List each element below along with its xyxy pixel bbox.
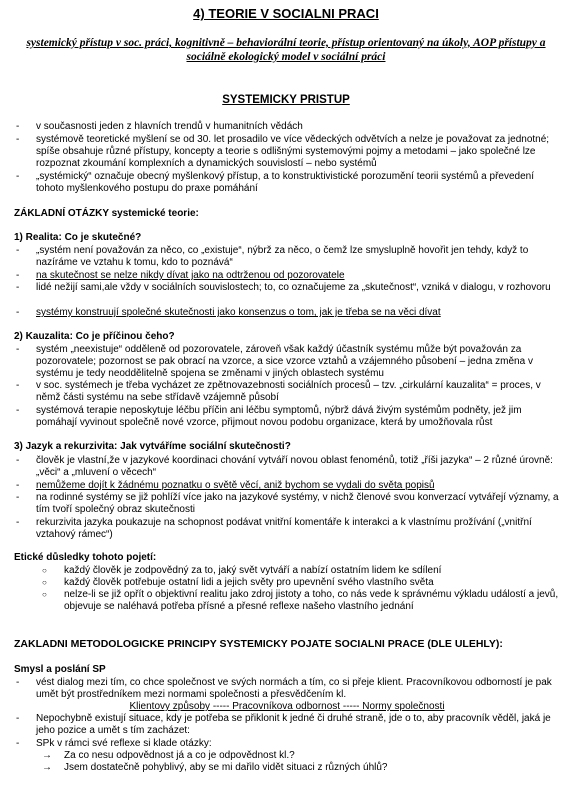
q2-item: - systém „neexistuje“ odděleně od pozorovatele, zároveň však každý účastník systému může být považován za pozorovatele; pozornost se pak obrací na vzorce, a sice vzorce vztahů a vzájemného působení – jedna změna v systému je tedy neoddělitelně spojena se změnami v jiných oblastech systému — [14, 344, 560, 380]
q1-item: - na skutečnost se nelze nikdy dívat jako na odtrženou od pozorovatele — [14, 270, 560, 282]
q1-item: - systémy konstruují společné skutečnosti jako konsenzus o tom, jak je třeba se na věci dívat — [14, 307, 560, 319]
smysl-item: - SPk v rámci své reflexe si klade otázky: — [14, 738, 560, 750]
smysl-heading: Smysl a poslání SP — [14, 664, 106, 675]
q3-item: - člověk je vlastní,že v jazykové koordinaci chování vytváří novou oblast fenoménů, totiž „říši jazyka“ – 2 různé úrovně: „věci“ a „mluvení o věcech“ — [14, 455, 560, 479]
q3-item: - nemůžeme dojít k žádnému poznatku o světě věcí, aniž bychom se vydali do světa popisů — [14, 480, 560, 492]
q1-heading: 1) Realita: Co je skutečné? — [14, 232, 142, 243]
q3-heading: 3) Jazyk a rekurzivita: Jak vytváříme sociální skutečnosti? — [14, 441, 291, 452]
section-title: SYSTEMICKY PRISTUP — [222, 94, 350, 106]
q1-item: - lidé nežijí sami,ale vždy v sociálních souvislostech; to, co označujeme za „skutečnost“, vzniká v dialogu, v rozhovoru — [14, 282, 560, 294]
q2-item: - v soc. systémech je třeba vycházet ze zpětnovazebnosti sociálních procesů – tzv. „cirkulární kauzalita“ = proces, v němž části systému na sebe střídavě vzájemně působí — [14, 380, 560, 404]
arrow-item: → Za co nesu odpovědnost já a co je odpovědnost kl.? — [14, 750, 560, 762]
zakladni-heading: ZÁKLADNÍ OTÁZKY systemické teorie: — [14, 208, 199, 219]
eticke-item: ○ každý člověk je zodpovědný za to, jaký svět vytváří a nabízí ostatním lidem ke sdílení — [14, 565, 560, 577]
q2-heading: 2) Kauzalita: Co je příčinou čeho? — [14, 331, 175, 342]
page-subtitle: systemický přístup v soc. práci, kognitivně – behaviorální teorie, přístup orientovaný na úkoly, AOP přístupy a sociálně ekologický model v sociální práci — [26, 37, 546, 63]
q3-item: - rekurzivita jazyka poukazuje na schopnost podávat vnitřní komentáře k interakci a k vlastnímu prožívání („vnitřní vztahový rámec“) — [14, 517, 560, 541]
eticke-item: ○ nelze-li se již opřít o objektivní realitu jako zdroj jistoty a toho, co nás vede k správnému výkladu událostí a jevů, objevuje se naléhavá potřeba přísné a přesné reflexe našeho vlastního jednání — [14, 589, 560, 613]
intro-item: - v současnosti jeden z hlavních trendů v humanitních vědách — [14, 121, 560, 133]
arrow-item: → Jsem dostatečně pohyblivý, aby se mi dařilo vidět situaci z různých úhlů? — [14, 762, 560, 774]
smysl-center-line: Klientovy způsoby ----- Pracovníkova odbornost ----- Normy společnosti — [129, 701, 445, 712]
q1-item: - „systém není považován za něco, co „existuje“, nýbrž za něco, o čemž lze smysluplně hovořit jen tehdy, když to nazíráme ve vztahu k tomu, kdo to poznává“ — [14, 245, 560, 269]
intro-item: - systémově teoretické myšlení se od 30. let prosadilo ve více vědeckých odvětvích a nelze je považovat za jednotné; spíše obsahuje různé přístupy, koncepty a teorie s odlišnými systemovými pojmy a metodami – jako společné lze rozpoznat zkoumání komplexních a dynamických souvislostí – nebo systémů — [14, 134, 560, 170]
metod-heading: ZAKLADNI METODOLOGICKE PRINCIPY SYSTEMICKY POJATE SOCIALNI PRACE (DLE ULEHLY): — [14, 638, 503, 650]
eticke-heading: Etické důsledky tohoto pojetí: — [14, 552, 157, 563]
q3-item: - na rodinné systémy se již pohlíží více jako na jazykové systémy, v nichž členové svou konverzací vytvářejí významy, a tím tvoří společný obraz skutečnosti — [14, 492, 560, 516]
eticke-item: ○ každý člověk potřebuje ostatní lidi a jejich světy pro upevnění svého vlastního světa — [14, 577, 560, 589]
smysl-item: - Nepochybně existují situace, kdy je potřeba se přiklonit k jedné či druhé straně, jde o to, aby pracovník věděl, jaká je jeho pozice a umět s tím zacházet: — [14, 713, 560, 737]
intro-item: - „systémický“ označuje obecný myšlenkový přístup, a to konstruktivistické porozumění teorii systémů a převedení tohoto myšlenkového postupu do praxe pomáhání — [14, 171, 560, 195]
q2-item: - systémová terapie neposkytuje léčbu příčin ani léčbu symptomů, nýbrž dává živým systémům podněty, jež jim pomáhají vyvinout společně nové vzorce, přijmout novou podobu organizace, která by umožňovala růst — [14, 405, 560, 429]
smysl-item: - vést dialog mezi tím, co chce společnost ve svých normách a tím, co si přeje klient. Pracovníkovou odborností je pak umět být prostředníkem mezi normami společnosti a přesvědčením kl. — [14, 677, 560, 701]
page-title: 4) TEORIE V SOCIALNI PRACI — [193, 6, 379, 21]
